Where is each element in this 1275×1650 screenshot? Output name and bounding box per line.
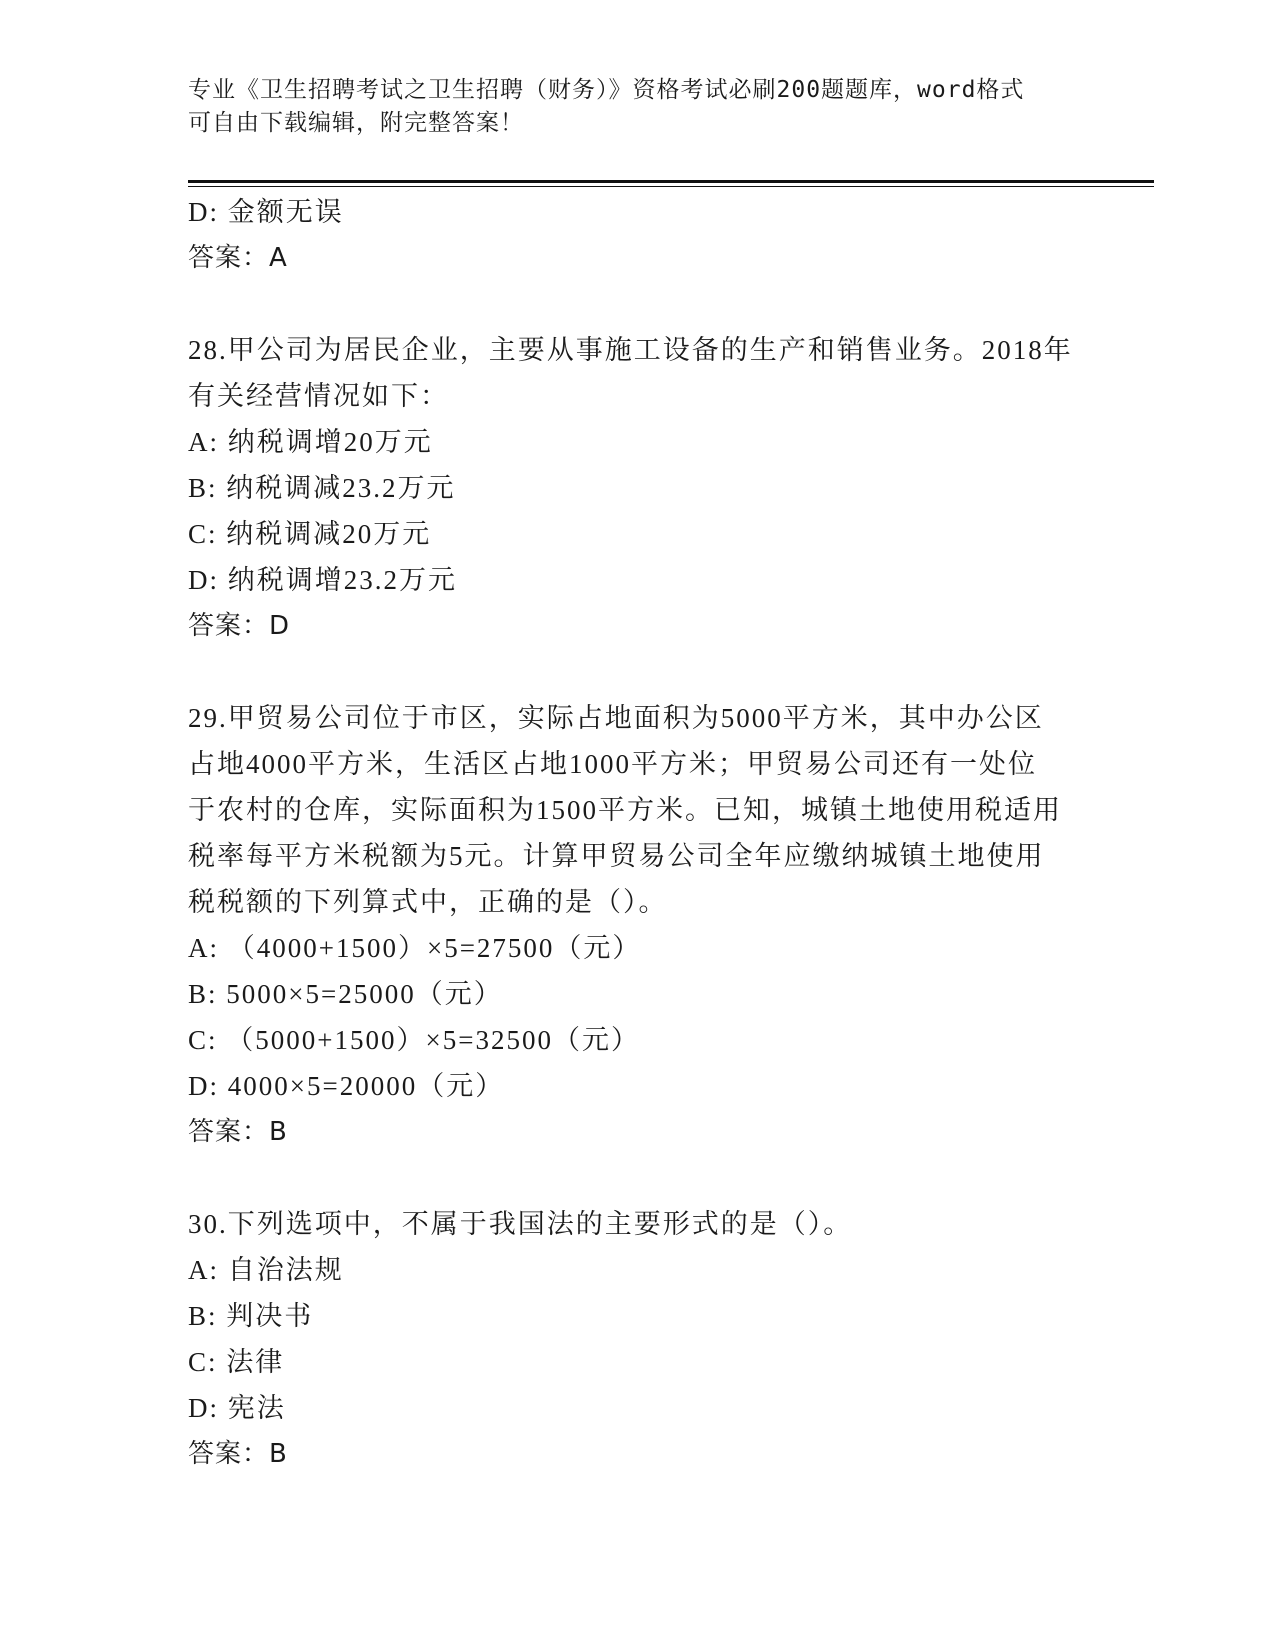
question-text-line: 占地4000平方米，生活区占地1000平方米；甲贸易公司还有一处位 bbox=[188, 749, 1037, 779]
question-text-line: 有关经营情况如下： bbox=[188, 381, 449, 411]
answer: 答案：B bbox=[188, 1117, 288, 1147]
prev-answer: 答案：A bbox=[188, 243, 288, 273]
option-a: A: 纳税调增20万元 bbox=[188, 427, 433, 457]
option-a: A: 自治法规 bbox=[188, 1255, 344, 1285]
question-text-line: 于农村的仓库，实际面积为1500平方米。已知，城镇土地使用税适用 bbox=[188, 795, 1062, 825]
question-28 bbox=[188, 327, 1088, 649]
option-d: D: 宪法 bbox=[188, 1393, 286, 1423]
question-text-line: 税率每平方米税额为5元。计算甲贸易公司全年应缴纳城镇土地使用 bbox=[188, 841, 1045, 871]
question-29 bbox=[188, 695, 1088, 1155]
spacer bbox=[188, 281, 1088, 327]
answer: 答案：D bbox=[188, 611, 291, 641]
answer: 答案：B bbox=[188, 1439, 288, 1469]
header-divider-thick bbox=[188, 180, 1154, 183]
option-c: C: 法律 bbox=[188, 1347, 285, 1377]
option-d: D: 4000×5=20000（元） bbox=[188, 1071, 505, 1101]
header-line-1: 专业《卫生招聘考试之卫生招聘（财务）》资格考试必刷200题题库，word格式 bbox=[188, 77, 1025, 103]
question-text-line: 税税额的下列算式中，正确的是（）。 bbox=[188, 887, 668, 917]
page-header bbox=[188, 74, 1068, 140]
header-line-2: 可自由下载编辑，附完整答案！ bbox=[188, 110, 524, 136]
option-b: B: 判决书 bbox=[188, 1301, 314, 1331]
header-divider-thin bbox=[188, 186, 1154, 187]
option-d: D: 纳税调增23.2万元 bbox=[188, 565, 457, 595]
question-text-line: 28.甲公司为居民企业，主要从事施工设备的生产和销售业务。2018年 bbox=[188, 335, 1073, 365]
option-b: B: 纳税调减23.2万元 bbox=[188, 473, 456, 503]
spacer bbox=[188, 649, 1088, 695]
question-text-line: 29.甲贸易公司位于市区，实际占地面积为5000平方米，其中办公区 bbox=[188, 703, 1044, 733]
option-a: A: （4000+1500）×5=27500（元） bbox=[188, 933, 642, 963]
spacer bbox=[188, 1155, 1088, 1201]
option-c: C: 纳税调减20万元 bbox=[188, 519, 432, 549]
option-b: B: 5000×5=25000（元） bbox=[188, 979, 503, 1009]
question-30 bbox=[188, 1201, 1088, 1477]
question-content bbox=[188, 189, 1088, 1477]
option-c: C: （5000+1500）×5=32500（元） bbox=[188, 1025, 640, 1055]
question-text-line: 30.下列选项中，不属于我国法的主要形式的是（）。 bbox=[188, 1209, 853, 1239]
prev-option-d: D: 金额无误 bbox=[188, 197, 344, 227]
